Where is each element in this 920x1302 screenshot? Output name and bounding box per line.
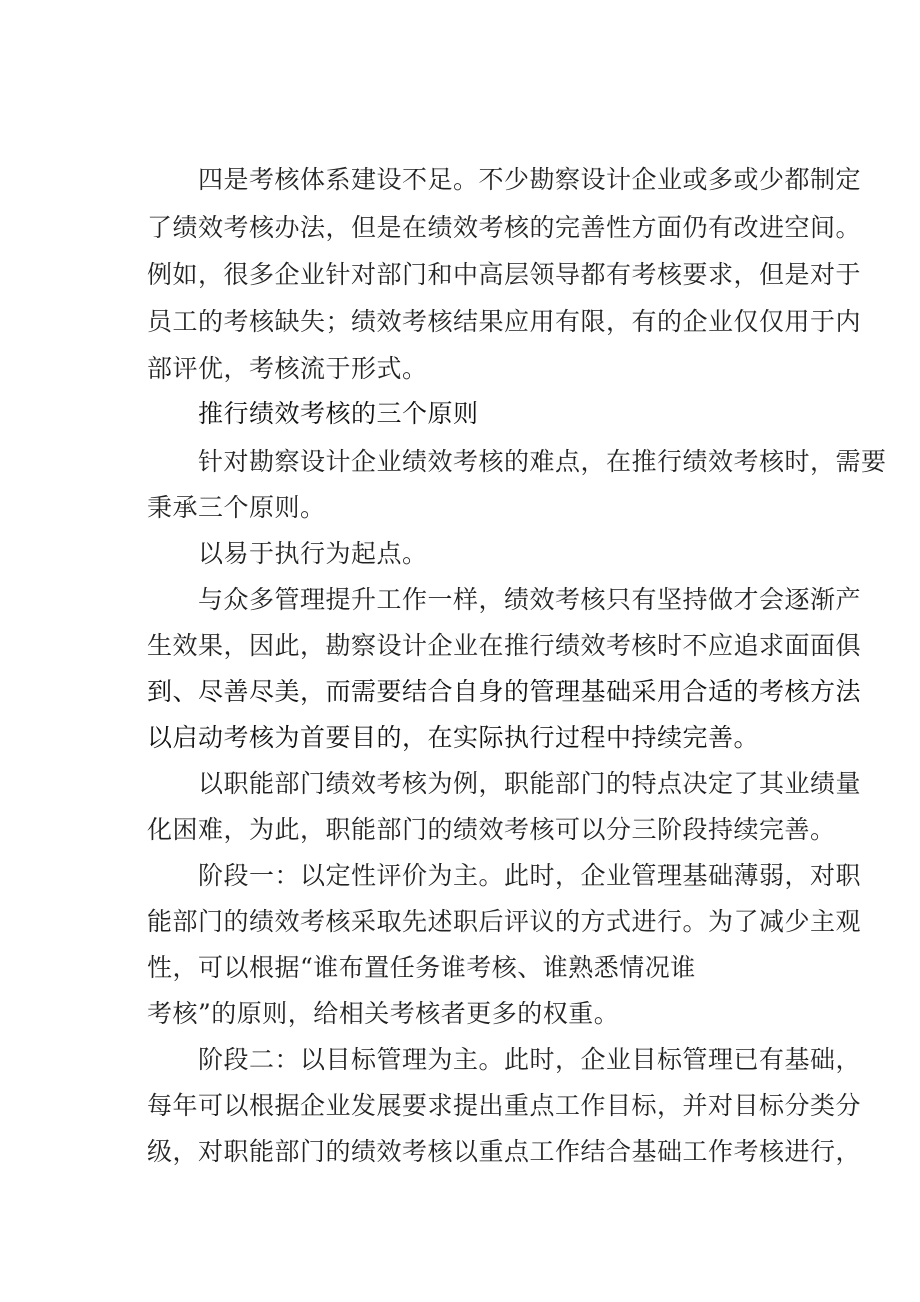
paragraph-line: 化困难，为此，职能部门的绩效考核可以分三阶段持续完善。 <box>147 815 836 844</box>
paragraph-line: 四是考核体系建设不足。不少勘察设计企业或多或少都制定 <box>198 165 862 194</box>
paragraph-line: 每年可以根据企业发展要求提出重点工作目标，并对目标分类分 <box>147 1091 862 1120</box>
section-heading: 推行绩效考核的三个原则 <box>198 399 479 428</box>
paragraph-line: 部评优，考核流于形式。 <box>147 354 428 383</box>
paragraph-line: 阶段一：以定性评价为主。此时，企业管理基础薄弱，对职 <box>198 861 862 890</box>
paragraph-line: 到、尽善尽美，而需要结合自身的管理基础采用合适的考核方法 <box>147 677 862 706</box>
paragraph-line: 级，对职能部门的绩效考核以重点工作结合基础工作考核进行， <box>147 1137 862 1166</box>
paragraph-line: 员工的考核缺失；绩效考核结果应用有限，有的企业仅仅用于内 <box>147 307 862 336</box>
paragraph-line: 以职能部门绩效考核为例，职能部门的特点决定了其业绩量 <box>198 769 862 798</box>
paragraph-line: 与众多管理提升工作一样，绩效考核只有坚持做才会逐渐产 <box>198 585 862 614</box>
paragraph-line: 能部门的绩效考核采取先述职后评议的方式进行。为了减少主观 <box>147 907 862 936</box>
paragraph-line: 针对勘察设计企业绩效考核的难点，在推行绩效考核时，需要 <box>198 447 887 476</box>
subheading-line: 以易于执行为起点。 <box>198 539 428 568</box>
paragraph-line: 生效果，因此，勘察设计企业在推行绩效考核时不应追求面面俱 <box>147 631 862 660</box>
paragraph-line: 了绩效考核办法，但是在绩效考核的完善性方面仍有改进空间。 <box>147 213 862 242</box>
paragraph-line: 考核”的原则，给相关考核者更多的权重。 <box>147 999 620 1028</box>
paragraph-line: 阶段二：以目标管理为主。此时，企业目标管理已有基础， <box>198 1045 862 1074</box>
paragraph-line: 以启动考核为首要目的，在实际执行过程中持续完善。 <box>147 723 760 752</box>
paragraph-line: 秉承三个原则。 <box>147 493 326 522</box>
paragraph-line: 性，可以根据“谁布置任务谁考核、谁熟悉情况谁 <box>147 953 696 982</box>
paragraph-line: 例如，很多企业针对部门和中高层领导都有考核要求，但是对于 <box>147 260 862 289</box>
